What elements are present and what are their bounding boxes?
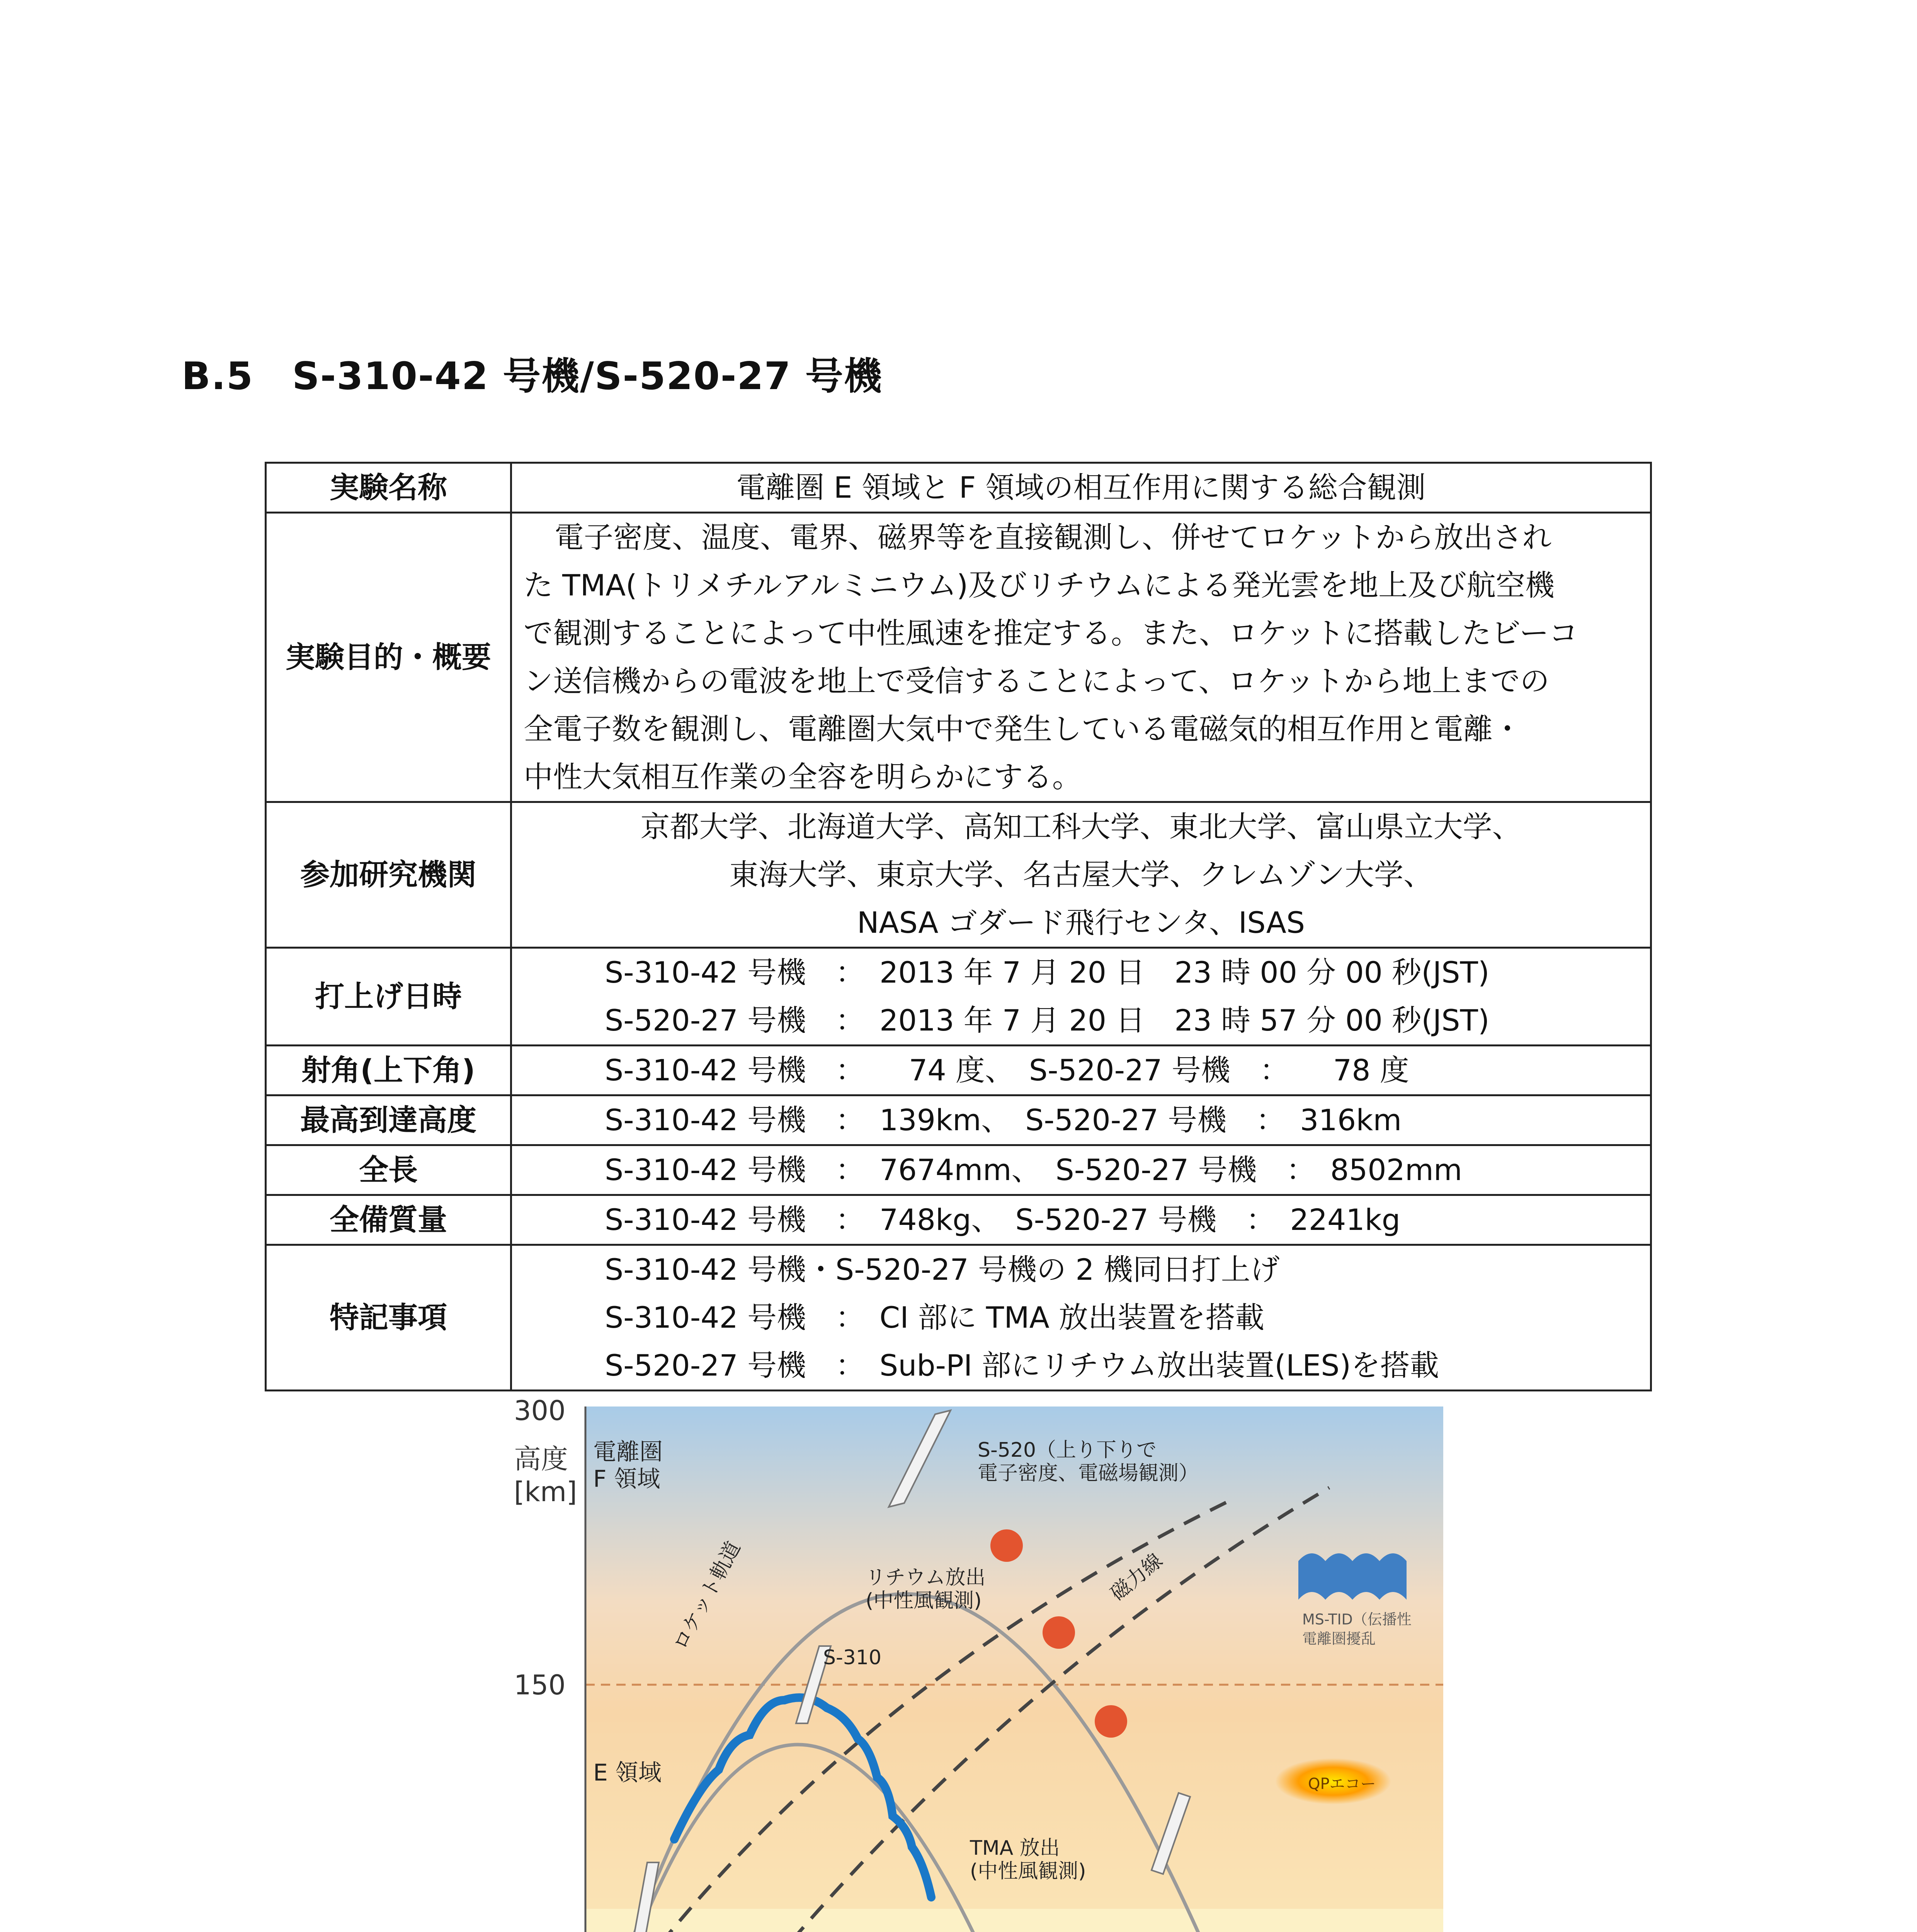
y-tick-300: 300 [514, 1395, 566, 1427]
spec-table [265, 462, 1652, 1391]
lithium-release-point-2 [1043, 1616, 1075, 1649]
row-label: 全長 [266, 1145, 511, 1195]
value-line: 電離圏 E 領域と F 領域の相互作用に関する総合観測 [736, 470, 1426, 505]
f-region-label-1: 電離圏 [593, 1439, 663, 1466]
y-axis-label: 高度 [514, 1443, 568, 1475]
value-line: で観測することによって中性風速を推定する。また、ロケットに搭載したビーコ [524, 616, 1579, 650]
row-value [511, 1095, 1651, 1145]
lithium-release-point-3 [1095, 1705, 1127, 1738]
s520-note-1: S-520（上り下りで [978, 1439, 1157, 1462]
row-value [511, 1145, 1651, 1195]
value-line: S-310-42 号機 ： 7674mm、 S-520-27 号機 ： 8502mm [605, 1153, 1462, 1187]
table-row [266, 948, 1651, 1046]
table-row [266, 513, 1651, 802]
row-value [511, 802, 1651, 948]
lithium-release-point-1 [990, 1529, 1023, 1562]
row-label: 参加研究機関 [266, 802, 511, 948]
mstid-label-2: 電離圏擾乱 [1302, 1630, 1376, 1647]
value-line: 東海大学、東京大学、名古屋大学、クレムゾン大学、 [729, 857, 1433, 892]
row-label: 実験目的・概要 [266, 513, 511, 802]
row-value [511, 1245, 1651, 1391]
row-value [511, 513, 1651, 802]
table-row [266, 1245, 1651, 1391]
value-line: S-310-42 号機 ： CI 部に TMA 放出装置を搭載 [605, 1300, 1264, 1335]
s520-note-2: 電子密度、電磁場観測） [978, 1462, 1199, 1485]
value-line: 全電子数を観測し、電離圏大気中で発生している電磁気的相互作用と電離・ [524, 712, 1522, 746]
table-row [266, 1195, 1651, 1245]
row-value [511, 463, 1651, 513]
value-line: た TMA(トリメチルアルミニウム)及びリチウムによる発光雲を地上及び航空機 [524, 568, 1555, 602]
value-line: 京都大学、北海道大学、高知工科大学、東北大学、富山県立大学、 [640, 810, 1522, 844]
row-label: 打上げ日時 [266, 948, 511, 1046]
s310-label: S-310 [823, 1646, 882, 1669]
y-tick-150: 150 [514, 1669, 566, 1701]
trajectory-diagram [498, 1395, 1445, 1932]
row-label: 射角(上下角) [266, 1046, 511, 1095]
section-heading: B.5 S-310-42 号機/S-520-27 号機 [182, 354, 883, 398]
mstid-label-1: MS-TID（伝播性 [1302, 1611, 1412, 1628]
value-line: 中性大気相互作業の全容を明らかにする。 [524, 760, 1082, 794]
lithium-note-2: (中性風観測) [866, 1589, 982, 1612]
low-altitude-band [585, 1909, 1443, 1932]
tma-note-1: TMA 放出 [970, 1837, 1060, 1860]
row-label: 全備質量 [266, 1195, 511, 1245]
lithium-note-1: リチウム放出 [866, 1566, 986, 1589]
value-line: S-310-42 号機・S-520-27 号機の 2 機同日打上げ [605, 1252, 1280, 1287]
qp-echo-label: QPエコー [1308, 1775, 1376, 1793]
table-row [266, 1095, 1651, 1145]
tma-note-2: (中性風観測) [970, 1860, 1086, 1883]
value-line: S-520-27 号機 ： 2013 年 7 月 20 日 23 時 57 分 00 秒(JST) [605, 1003, 1490, 1037]
table-row [266, 463, 1651, 513]
value-line: ン送信機からの電波を地上で受信することによって、ロケットから地上までの [524, 664, 1550, 698]
table-row [266, 1046, 1651, 1095]
value-line: S-520-27 号機 ： Sub-PI 部にリチウム放出装置(LES)を搭載 [605, 1348, 1439, 1383]
f-region-label-2: F 領域 [593, 1466, 660, 1493]
value-line: 電子密度、温度、電界、磁界等を直接観測し、併せてロケットから放出され [555, 520, 1552, 554]
magnetic-field-label: 磁力線 [1106, 1549, 1167, 1605]
row-value [511, 1046, 1651, 1095]
y-axis-unit: [km] [514, 1476, 577, 1508]
e-region-label: E 領域 [593, 1759, 662, 1786]
row-value [511, 948, 1651, 1046]
table-row [266, 1145, 1651, 1195]
row-label: 特記事項 [266, 1245, 511, 1391]
value-line: S-310-42 号機 ： 2013 年 7 月 20 日 23 時 00 分 00 秒(JST) [605, 955, 1490, 990]
row-label: 実験名称 [266, 463, 511, 513]
trajectory-label: ロケット軌道 [668, 1537, 745, 1654]
value-line: S-310-42 号機 ： 748kg、 S-520-27 号機 ： 2241kg [605, 1202, 1401, 1237]
row-value [511, 1195, 1651, 1245]
value-line: S-310-42 号機 ： 74 度、 S-520-27 号機 ： 78 度 [605, 1053, 1409, 1087]
value-line: NASA ゴダード飛行センタ、ISAS [857, 905, 1305, 940]
value-line: S-310-42 号機 ： 139km、 S-520-27 号機 ： 316km [605, 1103, 1402, 1137]
row-label: 最高到達高度 [266, 1095, 511, 1145]
table-row [266, 802, 1651, 948]
